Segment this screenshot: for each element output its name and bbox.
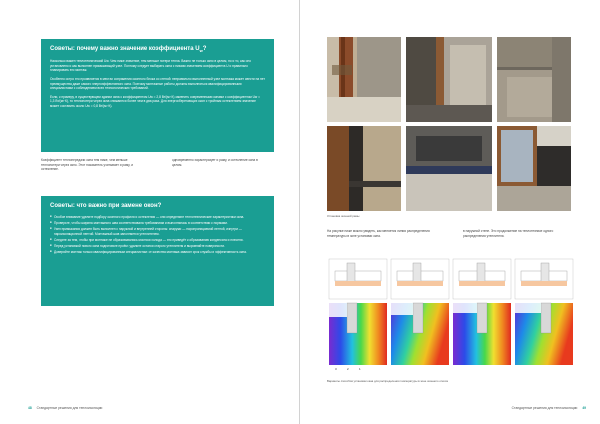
tip-box-u-value [41,39,274,152]
tip-box-window-replacement [41,196,274,306]
tip-box-paragraph: Насколько важен теплотехнический Uw. Чем ниже значение, тем меньше потери тепла. Важно не только окно в целом, но и то, как оно установлено и как выполнен примыкающий узел. Поэтому следует выбирать окна с низким значением коэффициента U и правильно планировать его монтаж. [50,58,251,73]
page-number: 48 [28,406,32,410]
body-text-column-1: Коэффициент теплопередачи окна тем ниже, чем меньше теплопотери через окно. Этот показатель учитывает и раму, и остекление. [41,158,133,172]
diagram-label: 3 [335,367,337,371]
photo-frame-dark-tape-image [327,126,401,211]
tip-box-paragraph: Особенно остро это проявляется в местах сопряжения оконного блока со стеной: неправильно выполненный узел монтажа может свести на нет преимущества даже самого энергоэффективного окна. Поэтому монтажные работы должны выполняться квалифицированными специалистами с соблюдением всех технологических требований. [50,76,265,91]
diagram-label: 1 [359,367,361,371]
photo-sealing-tape-image [406,37,492,122]
right-footer [512,406,590,410]
diagram-thermal-row [329,303,573,371]
photos-caption: Установка оконной рамы [327,214,360,218]
tip-list-item: ■ Особое внимание уделите подбору оконного профиля и остекления — они определяют теплотехнические характеристики окна. [50,215,265,220]
photo-sealing-tape [406,37,492,122]
right-page [300,0,600,424]
photo-concrete-wall [497,37,571,122]
diagram-label: 2 [347,367,349,371]
photo-window-exterior [497,126,571,211]
diagram-schematic-row [329,259,573,299]
left-footer [24,406,102,410]
body-text-column-2: одновременно характеризует и раму, и остекление окна в целом. [172,158,258,167]
tip-box-window-replacement-title: Советы: что важно при замене окон? [50,203,162,209]
tip-list-item: ■ Следите за тем, чтобы при монтаже не образовывались мостики холода — это приведёт к образованию конденсата и плесени. [50,238,265,243]
page-number: 49 [582,406,586,410]
tip-list [50,215,265,254]
right-body-text-column-1: На рисунке ниже можно увидеть, как меняется линия распределения температуры в зоне установки окна. [327,229,430,238]
diagram-caption: Варианты способов установки окна для распределения температуры в зоне оконного откоса [327,379,448,383]
tip-list-item: ■ Узел примыкания должен быть выполнен с наружной и внутренней стороны: снаружи — паропроницаемой лентой, изнутри — пароизоляционной лентой. Монтажный шов заполняется утеплителем. [50,227,265,236]
photo-window-exterior-image [497,126,571,211]
thermal-diagrams [327,257,575,377]
tip-list-item: ■ Перед установкой нового окна подготовьте проём: удалите остатки старого утеплителя и выровняйте поверхности. [50,244,265,249]
tip-list-item: ■ Доверяйте монтаж только квалифицированным специалистам: от качества монтажа зависит срок службы и эффективность окна. [50,250,265,255]
photo-window-frame-corner [327,37,401,122]
photo-window-sill-image [406,126,492,211]
footer-title: Стандартные решения для теплоизоляции [511,406,578,410]
photo-window-frame-corner-image [327,37,401,122]
tip-box-u-value-title: Советы: почему важно значение коэффициента $U_w$? [50,46,207,54]
thermal-diagrams-graphic [327,257,575,377]
footer-title: Стандартные решения для теплоизоляции [36,406,103,410]
tip-box-paragraph: Если, к примеру, в существующем здании окна с коэффициентом Uw = 2,8 Вт/(м²·К) заменить современными окнами с коэффициентом Uw = 1,3 Вт/(м²·К), то теплопотери через окна снижаются более чем в два раза. Для энергосберегающих окон с тройным остеклением значение может составить около Uw = 0,8 Вт/(м²·К). [50,94,260,109]
right-body-text-column-2: в наружной стене. Это продолжение на теплотехнике одного распределения утеплителя. [463,229,554,238]
photo-window-sill [406,126,492,211]
tip-list-item: ■ Проверьте, чтобы ширина монтажного шва соответствовала требованиям и выполнялась в соответствии с нормами. [50,221,265,226]
photo-frame-dark-tape [327,126,401,211]
photo-concrete-wall-image [497,37,571,122]
